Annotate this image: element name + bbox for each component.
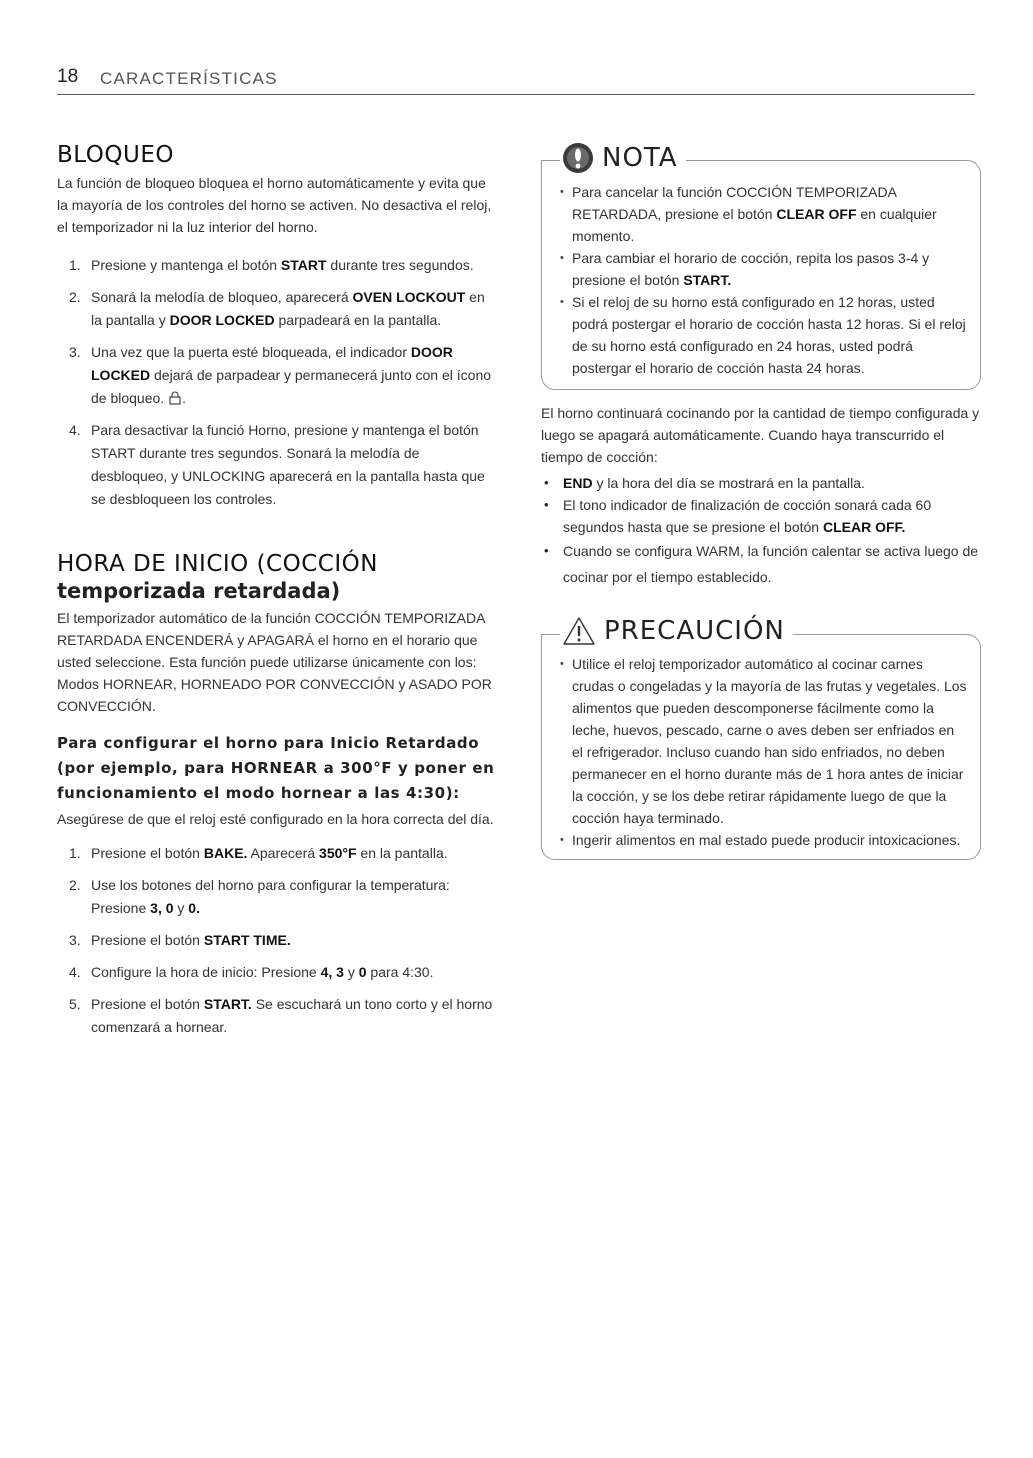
- list-item: • END y la hora del día se mostrará en la pantalla.: [541, 472, 981, 494]
- note-icon: [562, 142, 594, 174]
- setup-intro: Asegúrese de que el reloj esté configurado en la hora correcta del día.: [57, 811, 494, 827]
- nota-title: NOTA: [560, 142, 686, 174]
- list-item: 1. Presione el botón BAKE. Aparecerá 350°F en la pantalla.: [69, 845, 448, 861]
- list-item: 2. Sonará la melodía de bloqueo, aparecerá OVEN LOCKOUT en la pantalla y DOOR LOCKED parpadeará en la pantalla.: [69, 289, 485, 328]
- list-item: 4. Configure la hora de inicio: Presione 4, 3 y 0 para 4:30.: [69, 964, 434, 980]
- list-item: 2. Use los botones del horno para configurar la temperatura: Presione 3, 0 y 0.: [69, 877, 450, 916]
- after-list: [541, 472, 981, 590]
- after-intro: El horno continuará cocinando por la cantidad de tiempo configurada y luego se apagará automáticamente. Cuando haya transcurrido el tiempo de cocción:: [541, 405, 980, 465]
- page-header: [57, 64, 975, 95]
- list-item: 4. Para desactivar la funció Horno, presione y mantenga el botón START durante tres segundos. Sonará la melodía de desbloqueo, y UNLOCKING aparecerá en la pantalla hasta que se desbloqueen los controles.: [69, 422, 485, 507]
- precaucion-title: PRECAUCIÓN: [560, 616, 793, 646]
- right-column: [541, 142, 981, 860]
- list-item: • Ingerir alimentos en mal estado puede producir intoxicaciones.: [542, 829, 968, 851]
- hora-heading: HORA DE INICIO (COCCIÓN: [57, 551, 378, 577]
- list-item: 3. Presione el botón START TIME.: [69, 932, 291, 948]
- left-column: [57, 142, 497, 1048]
- list-item: • Utilice el reloj temporizador automático al cocinar carnes crudas o congeladas y la mayoría de las frutas y vegetales. Los alimentos que pueden descomponerse fácilmente como la leche, huevos, pescado, carne o aves deben ser enfriados en el refrigerador. Incluso cuando han sido enfriados, no deben permanecer en el horno durante más de 1 hora antes de iniciar la cocción, y se los debe retirar rápidamente luego de que la cocción haya terminado.: [542, 653, 968, 829]
- hora-subheading: temporizada retardada): [57, 579, 341, 603]
- setup-heading: Para configurar el horno para Inicio Retardado (por ejemplo, para HORNEAR a 300°F y poner en funcionamiento el modo hornear a las 4:30):: [57, 734, 495, 802]
- list-item: 5. Presione el botón START. Se escuchará un tono corto y el horno comenzará a hornear.: [69, 996, 493, 1035]
- list-item: 3. Una vez que la puerta esté bloqueada, el indicador DOOR LOCKED dejará de parpadear y permanecerá junto con el ícono de bloqueo. .: [69, 344, 492, 406]
- precaucion-list: [542, 653, 968, 851]
- hora-intro: El temporizador automático de la función COCCIÓN TEMPORIZADA RETARDADA ENCENDERÁ y APAGARÁ el horno en el horario que usted seleccione. Esta función puede utilizarse únicamente con los: Modos HORNEAR, HORNEADO POR CONVECCIÓN y ASADO POR CONVECCIÓN.: [57, 610, 492, 714]
- section-title: CARACTERÍSTICAS: [100, 69, 278, 88]
- hora-steps: [57, 842, 497, 1039]
- nota-box: [541, 143, 981, 390]
- nota-list: [542, 181, 968, 379]
- bloqueo-intro: La función de bloqueo bloquea el horno automáticamente y evita que la mayoría de los controles del horno se activen. No desactiva el reloj, el temporizador ni la luz interior del horno.: [57, 175, 492, 235]
- page-number: 18: [57, 66, 79, 87]
- warning-icon: [562, 616, 596, 646]
- list-item: 1. Presione y mantenga el botón START durante tres segundos.: [69, 257, 474, 273]
- bloqueo-steps: [57, 254, 497, 511]
- list-item: • Si el reloj de su horno está configurado en 12 horas, usted podrá postergar el horario de cocción hasta 12 horas. Si el reloj de su horno está configurado en 24 horas, usted podrá postergar el horario de cocción hasta 24 horas.: [542, 291, 968, 379]
- list-item: • Cuando se configura WARM, la función calentar se activa luego de cocinar por el tiempo establecido.: [541, 538, 981, 590]
- bloqueo-heading: BLOQUEO: [57, 142, 174, 168]
- list-item: • Para cambiar el horario de cocción, repita los pasos 3-4 y presione el botón START.: [542, 247, 968, 291]
- list-item: • Para cancelar la función COCCIÓN TEMPORIZADA RETARDADA, presione el botón CLEAR OFF en cualquier momento.: [542, 181, 968, 247]
- lock-icon: [168, 391, 182, 405]
- precaucion-box: [541, 616, 981, 860]
- list-item: • El tono indicador de finalización de cocción sonará cada 60 segundos hasta que se presione el botón CLEAR OFF.: [541, 494, 981, 538]
